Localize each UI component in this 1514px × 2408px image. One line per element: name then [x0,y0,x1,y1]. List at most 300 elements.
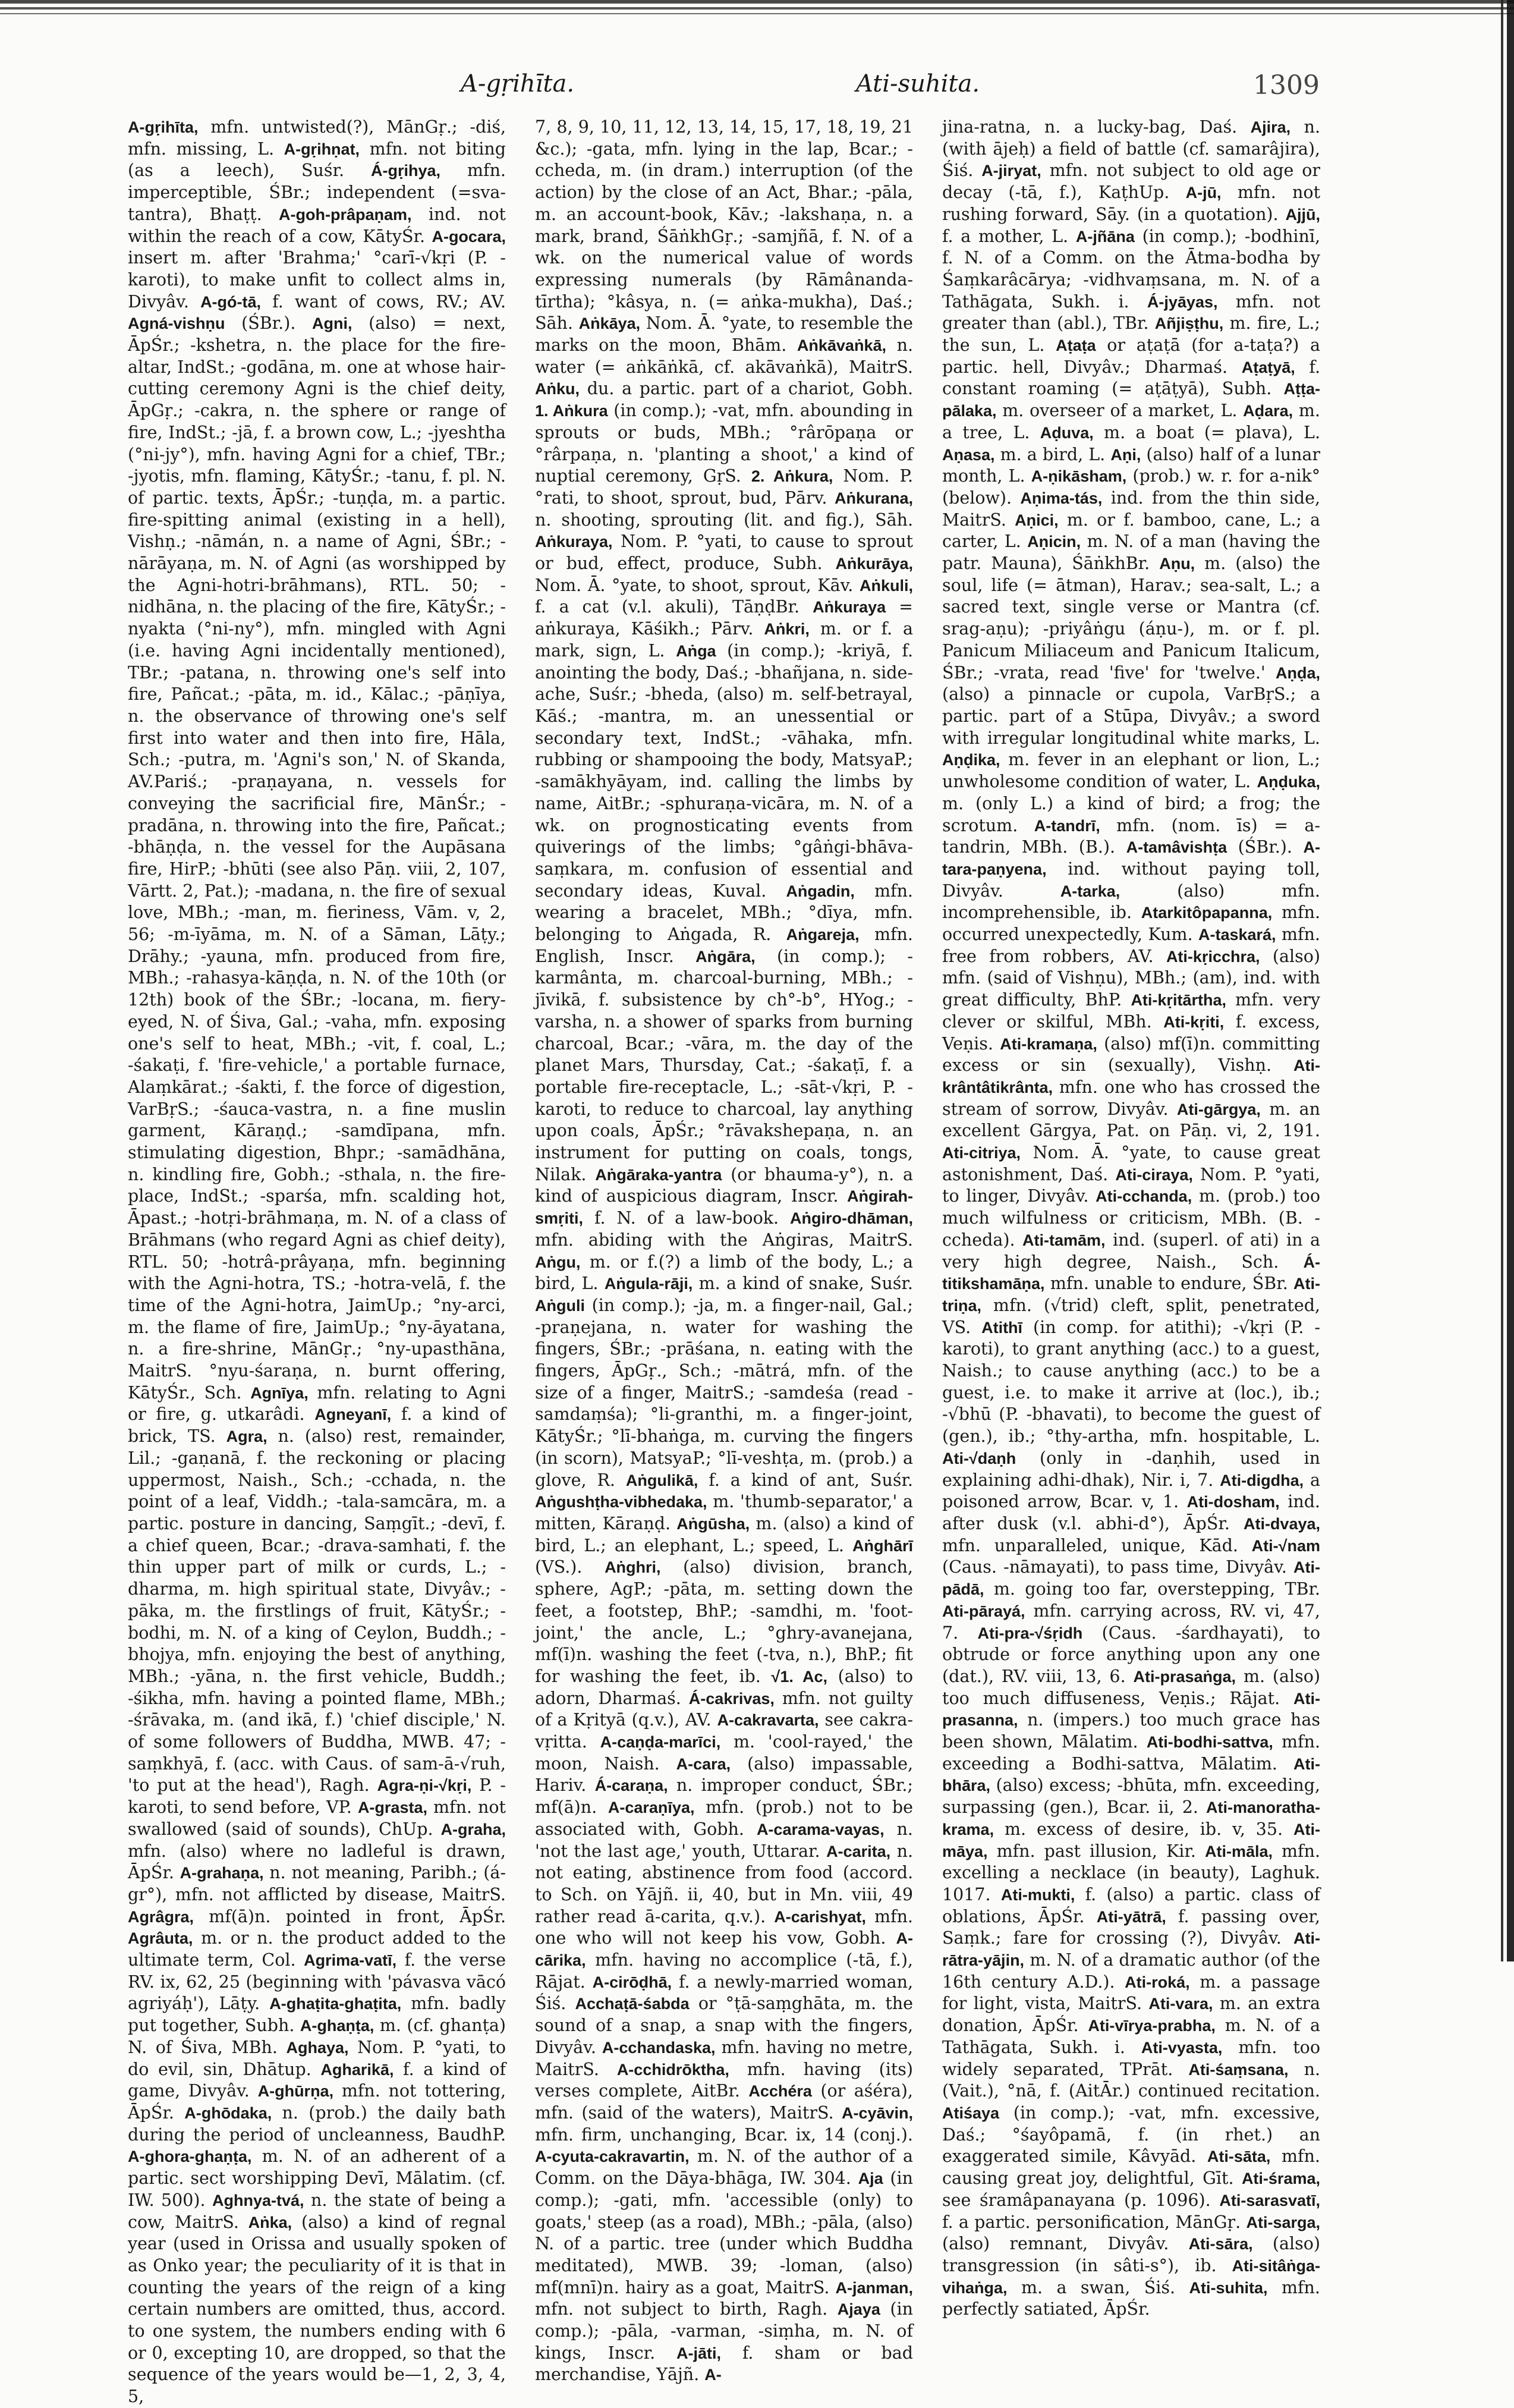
entry-headword: Ati-manoratha-krama, [942,1799,1321,1838]
entry-headword: Ati-sāra, [1188,2235,1253,2253]
entry-definition: = aṅkuraya, Kāśikh.; Pārv. [535,597,913,639]
column-text [535,117,913,2386]
entry-headword: Aṅgāraka-yantra [595,1165,722,1184]
entry-definition: see cakra-vṛitta. [535,1710,913,1752]
entry-definition: Nom. P. °yati, to do evil, sin, Dhātup. [128,2037,506,2079]
entry-definition: m. going too far, overstepping, TBr. [993,1579,1320,1599]
entry-headword: Aṇima-tás, [1020,489,1103,507]
entry-definition: (in comp.); -karmânta, m. charcoal-burning, MBh.; -jīvikā, f. subsistence by ch°-b°, HYog.; -varsha, n. a shower of sparks from burning charcoal, Bcar.; -vāra, m. the day of the planet Mars, Thursday, Cat.; -śakaṭī, f. a portable fire-receptacle, L.; -sāt-√kṛi, P. -karoti, to reduce to charcoal, lay anything upon coals, ĀpŚr.; °rāvakshepaṇa, n. an instrument for putting on coals, tongs, Nilak. [535,946,913,1184]
entry-definition: mfn. (prob.) not to be associated with, Gobh. [535,1797,914,1839]
entry-definition: n. (also) rest, remainder, Lil.; -gaṇanā, f. the reckoning or placing uppermost, Naish., Sch.; -cchada, n. the point of a leaf, Viddh.; -tala-samcāra, m. a partic. posture in dancing, Saṃgīt.; -devī, f. a chief queen, Bcar.; -drava-samhati, f. the thin upper part of milk or curds, L.; -dharma, m. high spiritual state, Divyâv.; -pāka, m. the firstlings of fruit, KātyŚr.; -bodhi, m. N. of a king of Ceylon, Buddh.; -bhojya, mfn. enjoying the best of anything, MBh.; -yāna, n. the first vehicle, Buddh.; -śikha, mfn. having a pointed flame, MBh.; -śrāvaka, m. (and ikā, f.) 'chief disciple,' N. of some followers of Buddha, MWB. 47; -saṃkhyā, f. (acc. with Caus. of sam-ā-√ruh, 'to put at the head'), Ragh. [128,1426,506,1796]
column-text [128,117,506,2408]
entry-definition: (also) remnant, Divyâv. [942,2234,1169,2254]
entry-headword: Aghaya, [286,2038,349,2057]
entry-headword: Ati-ciraya, [1115,1165,1193,1184]
entry-definition: mfn. past illusion, Kir. [996,1841,1196,1861]
entry-definition: mfn. very clever or skilful, MBh. [942,990,1320,1032]
entry-headword: Aṅguli [535,1296,585,1315]
entry-definition: m. or f. a mark, sign, L. [535,619,914,661]
entry-headword: Ati-kṛiti, [1163,1013,1225,1031]
entry-definition: m. (cf. ghanṭa) N. of Śiva, MBh. [128,2016,506,2057]
entry-definition: (prob.) w. r. for a-nik° (below). [942,466,1321,508]
entry-headword: Aghnya-tvá, [212,2191,304,2209]
entry-definition: mfn. (nom. īs) = a-tandrin, MBh. (B.). [942,815,1321,857]
entry-headword: Aṇḍa, [1275,664,1320,682]
entry-definition: m. a kind of snake, Suśr. [698,1274,913,1294]
page-header [128,70,1320,106]
entry-definition: f. the verse RV. ix, 62, 25 (beginning with 'pávasva vācó agriyáḥ'), Lāṭy. [128,1950,506,2014]
entry-headword: Agra-ṇi-√kṛi, [377,1777,472,1795]
entry-definition: jina-ratna, n. a lucky-bag, Daś. [942,117,1238,137]
entry-definition: mfn. unable to endure, ŚBr. [1050,1274,1288,1294]
entry-definition: m. N. of the author of a Comm. on the Dāya-bhāga, IW. 304. [535,2146,914,2189]
entry-definition: f. a partic. personification, MānGṛ. [942,2212,1241,2232]
entry-definition: m. or f.(?) a limb of the body, L.; a bird, L. [535,1252,914,1294]
entry-definition: (in comp.); -bodhinī, f. N. of a Comm. on the Ātma-bodha by Śaṃkarâcārya; -vidhvaṃsana, m. N. of a Tathāgata, Sukh. i. [942,226,1321,312]
entry-definition: mfn. having (its) verses complete, AitBr. [535,2059,914,2101]
entry-definition: f. a kind of game, Divyâv. [128,2059,506,2101]
entry-headword: Aṅku, [535,380,580,398]
entry-definition: m. 'thumb-separator,' a mitten, Kāraṇḍ. [535,1492,913,1533]
entry-headword: Á-titikshamāṇa, [942,1253,1320,1293]
page-number: 1309 [1253,70,1320,100]
entry-headword: Ati-sitâṅga-vihaṅga, [942,2256,1321,2297]
entry-headword: Aṅka, [248,2213,292,2231]
entry-headword: Ati-prasaṅga, [1133,1667,1236,1686]
entry-definition: Nom. Ā. °yate, to resemble the marks on the moon, Bhām. [535,313,914,356]
entry-definition: mfn. occurred unexpectedly, Kum. [942,903,1321,945]
entry-definition: m. an extra donation, ĀpŚr. [942,1994,1321,2036]
entry-headword: Ati-dosham, [1186,1493,1280,1511]
entry-headword: A-ghōdaka, [184,2104,272,2122]
entry-headword: Agharikā, [320,2060,394,2079]
entry-headword: Aṅgirah-smṛiti, [535,1187,913,1228]
entry-definition: f. want of cows, RV.; AV. [272,291,506,312]
entry-headword: A-carishyat, [774,1907,866,1926]
entry-headword: A-grahaṇa, [180,1864,264,1882]
entry-definition: Nom. P. °rati, to shoot, sprout, bud, Pārv. [535,466,914,508]
entry-definition: n. 'not the last age,' youth, Uttarar. [535,1819,913,1861]
entry-definition: m. excess of desire, ib. v, 35. [1004,1819,1283,1839]
entry-definition: mfn. having no accomplice (-tā, f.), Rājat. [535,1950,913,1992]
entry-headword: Acchaṭā-śabda [575,1995,690,2013]
entry-headword: A-grasta, [357,1799,427,1817]
entry-headword: A-cara, [676,1755,731,1773]
entry-definition: (also) = next, ĀpŚr.; -kshetra, n. the place for the fire-altar, IndSt.; -godāna, m. one at whose hair-cutting ceremony Agni is the chief deity, ĀpGṛ.; -cakra, n. the sphere or range of fire, IndSt.; -jā, f. a brown cow, L.; -jyeshtha (°ni-jy°), mfn. having Agni for a chief, TBr.; -jyotis, mfn. flaming, KātyŚr.; -tanu, f. pl. N. of partic. texts, ĀpŚr.; -tuṇḍa, m. a partic. fire-spitting animal (existing in a hell), Vishṇ.; -nāmán, n. a name of Agni, ŚBr.; -nārāyaṇa, m. N. of Agni (as worshipped by the Agni-hotri-brāhmans), RTL. 50; -nidhāna, n. the placing of the fire, KātyŚr.; -nyakta (°ni-ny°), mfn. mingled with Agni (i.e. having Agni incidentally mentioned), TBr.; -patana, n. throwing one's self into fire, Pañcat.; -pāta, m. id., Kālac.; -pāṇīya, n. the observance of throwing one's self first into water and then into fire, Hāla, Sch.; -putra, m. 'Agni's son,' N. of Skanda, AV.Pariś.; -praṇayana, n. vessels for conveying the sacrificial fire, MānŚr.; -pradāna, n. throwing into the fire, Pañcat.; -bhāṇḍa, n. the vessel for the Aupāsana fire, HirP.; -bhūti (see also Pāṇ. viii, 2, 107, Vārtt. 2, Pat.); -madana, n. the fire of sexual love, MBh.; -man, m. fieriness, Vām. v, 2, 56; -m-īyāma, m. N. of a Sāman, Lāṭy.; Drāhy.; -yauna, mfn. produced from fire, MBh.; -rahasya-kāṇḍa, n. N. of the 10th (or 12th) book of the ŚBr.; -locana, m. fiery-eyed, N. of Śiva, Gal.; -vaha, mfn. exposing one's self to heat, MBh.; -vit, f. coal, L.; -śakaṭi, f. 'fire-vehicle,' a portable furnace, Alaṃkārat.; -śakti, f. the force of digestion, VarBṛS.; -śauca-vastra, n. a fine muslin garment, Kāraṇḍ.; -samdīpana, mfn. stimulating digestion, Bhpr.; -samādhāna, n. kindling fire, Gobh.; -sthala, n. the fire-place, IndSt.; -sparśa, mfn. scalding hot, Āpast.; -hotṛi-brāhmaṇa, m. N. of a class of Brāhmans (who regard Agni as chief deity), RTL. 50; -hotrâ-prâyaṇa, mfn. beginning with the Agni-hotra, TS.; -hotra-velā, f. the time of the Agni-hotra, JaimUp.; °ny-arci, m. the flame of fire, JaimUp.; °ny-āyatana, n. a fire-shrine, MānGṛ.; °ny-upasthāna, MaitrS. °nyu-śaraṇa, n. burnt offering, KātyŚr., Sch. [128,313,506,1403]
entry-headword: Aṅgu, [535,1253,581,1271]
entry-headword: A-gṛihīta, [128,118,199,136]
entry-headword: A- [704,2366,722,2384]
entry-definition: m. or n. the product added to the ultimate term, Col. [128,1928,506,1970]
scan-edge-top [0,0,1514,20]
entry-definition: m. or f. bamboo, cane, L.; a carter, L. [942,510,1321,552]
entry-definition: n. not eating, abstinence from food (accord. to Sch. on Yājñ. ii, 40, but in Mn. viii, 49 rather read ā-carita, q.v.). [535,1841,914,1926]
entry-headword: A-ghaṭita-ghaṭita, [269,1995,402,2013]
entry-headword: Ati-pra-√śṛidh [977,1624,1083,1642]
entry-definition: mfn. not biting (as a leech), Suśr. [128,139,506,181]
entry-headword: Ati-śaṃsana, [1188,2060,1289,2079]
entry-definition: or aṭaṭā (for a-taṭa?) a partic. hell, Divyâv.; Dharmaś. [942,335,1321,377]
entry-headword: Ati-māya, [942,1820,1321,1860]
entry-definition: (ŚBr.). [241,313,296,334]
entry-headword: Ati-vara, [1148,1995,1213,2013]
entry-definition: f. constant roaming (= aṭāṭyā), Subh. [942,357,1320,399]
entry-headword: Agra, [226,1428,267,1446]
entry-definition: (also) to adorn, Dharmaś. [535,1666,914,1708]
entry-definition: f. a mother, L. [942,226,1069,246]
entry-headword: Ati-vīrya-prabha, [1088,2017,1216,2035]
entry-headword: Ati-kṛicchra, [1166,947,1260,966]
entry-definition: m. (also) the soul, life (= ātman), Harav.; sea-salt, L.; a sacred text, single verse or Mantra (cf. srag-aṇu); -priyâṅgu (áṇu-), m. or f. pl. Panicum Miliaceum and Panicum Italicum, ŚBr.; -vrata, read 'five' for 'twelve.' [942,554,1320,683]
entry-definition: m. a swan, Śiś. [1021,2277,1176,2297]
entry-headword: Agnīya, [250,1384,309,1402]
entry-headword: Acchéra [748,2082,812,2101]
entry-headword: Ati-sarasvatī, [1219,2191,1321,2209]
entry-headword: Ati-bodhi-sattva, [1146,1733,1273,1752]
entry-headword: Agrâgra, [128,1907,194,1926]
entry-headword: A-cchidrōktha, [616,2060,729,2079]
entry-headword: Á-cakrivas, [688,1689,775,1708]
entry-headword: Ati-pārayá, [942,1602,1025,1620]
entry-headword: √1. Ac, [771,1667,827,1686]
entry-definition: mfn. causing great joy, delightful, Gīt. [942,2146,1320,2189]
entry-definition: f. sham or bad merchandise, Yājñ. [535,2343,914,2385]
entry-headword: 2. Aṅkura, [751,467,833,486]
entry-headword: Ati-krântâtikrânta, [942,1057,1320,1096]
entry-definition: mfn. unparalleled, unique, Kād. [942,1535,1238,1555]
entry-definition: (in comp.); -vat, mfn. abounding in sprouts or buds, MBh.; °rârōpaṇa or °rârpaṇa, n. 'planting a shoot,' a kind of nuptial ceremony, GṛS. [535,401,914,486]
entry-headword: Aṅkurana, [834,489,914,507]
entry-headword: Aṅgūsha, [676,1515,750,1533]
entry-definition: 7, 8, 9, 10, 11, 12, 13, 14, 15, 17, 18, 19, 21 &c.); -gata, mfn. lying in the lap, Bcar.; -ccheda, m. (in dram.) interruption (of the action) by the close of an Act, Bhar.; -pāla, m. an account-book, Kāv.; -lakshaṇa, n. a mark, brand, ŚāṅkhGṛ.; -samjñā, f. N. of a wk. on the numerical value of words expressing numerals (by Rāmânanda-tīrtha); °kâsya, n. (= aṅka-mukha), Daś.; Sāh. [535,117,913,334]
entry-definition: Nom. P. °yati, to cause to sprout or bud, effect, produce, Subh. [535,532,914,574]
entry-definition: (in comp.); -pāla, -varman, -siṃha, m. N. of kings, Inscr. [535,2299,913,2363]
entry-definition: mfn. firm, unchanging, Bcar. ix, 14 (conj.). [535,2124,913,2145]
entry-definition: mfn. having no metre, MaitrS. [535,2037,913,2079]
entry-headword: Aṅgiro-dhāman, [790,1209,914,1228]
entry-definition: f. a kind of ant, Suśr. [709,1470,913,1490]
entry-definition: see śramâpanayana (p. 1096). [942,2190,1211,2210]
entry-headword: A-ṇikāsham, [1031,467,1127,486]
entry-definition: f. a kind of brick, TS. [128,1404,506,1447]
entry-headword: A-carita, [826,1842,891,1860]
entry-headword: Aṅgula-rāji, [604,1275,693,1293]
entry-headword: Agrima-vatī, [304,1951,397,1970]
entry-definition: (also) mfn. incomprehensible, ib. [942,881,1320,923]
entry-headword: Atithī [981,1318,1023,1337]
entry-definition: mf(ā)n. pointed in front, ĀpŚr. [209,1906,506,1926]
entry-definition: f. a cat (v.l. akuli), TāṇḍBr. [535,597,800,617]
entry-definition: mfn. carrying across, RV. vi, 47, 7. [942,1601,1320,1643]
entry-headword: A-jiryat, [981,162,1041,180]
entry-definition: n. (Vait.), °nā, f. (AitĀr.) continued recitation. [942,2059,1321,2101]
entry-definition: (in comp.); -kriyā, f. anointing the body, Daś.; -bhañjana, n. side-ache, Suśr.; -bheda, (also) m. self-betrayal, Kāś.; -mantra, m. an unessential or secondary text, IndSt.; -vāhaka, mfn. rubbing or shampooing the body, MatsyaP.; -samākhyāyam, ind. calling the limbs by name, AitBr.; -sphuraṇa-vicāra, m. N. of a wk. on prognosticating events from quiverings of the limbs; °gâṅgi-bhāva-saṃkara, m. confusion of essential and secondary ideas, Kuval. [535,640,914,901]
entry-headword: Ati-pādā, [942,1558,1321,1599]
entry-definition: f. passing over, Saṃk.; fare for crossing (?), Divyâv. [942,1906,1320,1948]
entry-headword: A-cyāvin, [841,2104,914,2122]
entry-headword: A-gocara, [432,227,506,246]
entry-definition: P. -karoti, to send before, VP. [128,1775,506,1818]
entry-definition: (in comp.); -ja, m. a finger-nail, Gal.; -praṇejana, n. water for washing the fingers, ŚBr.; -prāśana, n. eating with the fingers, ĀpGṛ., Sch.; -mātrá, mfn. of the size of a finger, MaitrS.; -samdeśa (read -samdaṃśa); °li-granthi, m. a finger-joint, KātyŚr.; °lī-bhaṅga, m. curving the fingers (in scorn), MatsyaP.; °lī-veshṭa, m. (prob.) a glove, R. [535,1295,914,1490]
entry-headword: Aṅkurāya, [835,555,913,573]
entry-headword: Aḍuva, [1040,423,1094,442]
entry-definition: mfn. free from robbers, AV. [942,925,1320,966]
entry-headword: Aṭaṭa [1056,337,1096,355]
entry-headword: Ati-tamām, [1022,1231,1106,1249]
entry-headword: A-ghūrṇa, [257,2082,334,2101]
entry-headword: A-ghora-ghaṇṭa, [128,2148,252,2166]
entry-definition: mfn. untwisted(?), MānGṛ.; -diś, mfn. missing, L. [128,117,506,159]
entry-headword: Aṇicin, [1027,533,1081,551]
entry-headword: Ajjū, [1285,205,1320,224]
entry-definition: (ŚBr.). [1238,837,1292,857]
entry-definition: (also) impassable, Hariv. [535,1753,914,1796]
dictionary-column-2 [535,117,914,2385]
entry-headword: A-caṇḍa-marīci, [600,1733,721,1752]
entry-headword: A-tarka, [1060,882,1120,900]
entry-headword: Ati-cchanda, [1096,1187,1192,1206]
entry-definition: n. improper conduct, ŚBr.; mf(ā)n. [535,1775,913,1818]
entry-headword: A-tamâvishṭa [1126,838,1227,857]
entry-definition: (also) division, branch, sphere, AgP.; -pāta, m. setting down the feet, a footstep, BhP.; -samdhi, m. 'foot-joint,' the ancle, L.; °ghry-avanejana, mf(ī)n. washing the feet (-tva, n.), BhP.; fit for washing the feet, ib. [535,1557,913,1686]
entry-headword: Ati-prasanna, [942,1689,1320,1730]
entry-headword: Ati-√nam [1251,1536,1320,1555]
entry-headword: Agneyanī, [314,1406,392,1424]
entry-definition: mfn. abiding with the Aṅgiras, MaitrS. [535,1230,913,1250]
entry-definition: n. shooting, sprouting (lit. and fig.), Sāh. [535,510,913,530]
entry-definition: (in comp.); -vat, mfn. excessive, Daś.; °śayôpamā, f. (in rhet.) an exaggerated simile, Kâvyād. [942,2102,1320,2167]
entry-headword: Aṅkri, [764,620,810,639]
entry-headword: Ati-citriya, [942,1144,1021,1162]
entry-headword: Atarkitôpapanna, [1141,904,1273,922]
entry-definition: (Caus. -nāmayati), to pass time, Divyâv. [942,1557,1287,1577]
entry-definition: mfn. excelling a necklace (in beauty), Laghuk. 1017. [942,1841,1321,1904]
entry-definition: mfn. (√trid) cleft, split, penetrated, VS. [942,1295,1320,1337]
entry-definition: mfn. not subject to birth, Ragh. [535,2299,828,2319]
entry-definition: (in comp.); -gati, mfn. 'accessible (only) to goats,' steep (as a road), MBh.; -pāla, (also) N. of a partic. tree (under which Buddha meditated), MWB. 39; -loman, (also) mf(mnī)n. hairy as a goat, MaitrS. [535,2168,913,2297]
entry-headword: Aṅga [676,642,716,660]
entry-headword: A-gṛihṇat, [284,140,360,158]
entry-headword: Ati-kramaṇa, [1000,1035,1097,1053]
entry-headword: A-carama-vayas, [756,1820,885,1838]
entry-definition: Nom. Ā. °yate, to shoot, sprout, Kāv. [535,575,854,595]
entry-definition: mfn. not guilty of a Kṛityā (q.v.), AV. [535,1688,913,1730]
entry-headword: Aṅkāvaṅkā, [797,337,886,355]
entry-headword: Ati-rātra-yājin, [942,1929,1321,1970]
entry-headword: Aṅgareja, [786,926,860,944]
entry-headword: Aṇḍika, [942,751,1000,769]
entry-headword: Aṅkuraya [813,598,886,617]
entry-definition: (or bhauma-y°), n. a kind of auspicious diagram, Inscr. [535,1164,913,1206]
entry-headword: Agná-vishṇu [128,315,225,333]
entry-headword: Aṭṭa-pālaka, [942,380,1320,420]
entry-headword: Aṅgadin, [786,882,855,900]
entry-headword: Á-gṛihya, [371,162,441,180]
entry-headword: Ati-vyasta, [1141,2038,1223,2057]
entry-headword: Ati-yātrā, [1096,1907,1166,1926]
entry-headword: Á-jyāyas, [1147,293,1218,311]
entry-headword: Aṅkuraya, [535,533,613,551]
entry-headword: Aṅgushṭha-vibhedaka, [535,1493,707,1511]
entry-headword: A-cirōḍhā, [592,1973,672,1991]
entry-definition: f. a newly-married woman, Śiś. [535,1972,914,2014]
left-running-head: A-gṛihīta. [461,70,575,98]
entry-definition: f. (also) a partic. class of oblations, ĀpŚr. [942,1884,1321,1926]
entry-definition: m. N. of a dramatic author (of the 16th century A.D.). [942,1950,1321,1992]
entry-definition: ind. after dusk (v.l. abhi-d°), ĀpŚr. [942,1492,1320,1533]
entry-headword: Ati-sarga, [1246,2213,1321,2231]
entry-definition: (or aśéra), mfn. (said of the waters), MaitrS. [535,2081,913,2123]
entry-definition: m. a boat (= plava), L. [1104,422,1321,442]
entry-definition: mfn. exceeding a Bodhi-sattva, Mālatim. [942,1732,1321,1774]
entry-headword: Atiśaya [942,2104,1000,2122]
entry-headword: A-goh-prâpaṇam, [279,205,412,224]
entry-headword: Ati-digdha, [1220,1471,1304,1489]
entry-definition: mfn. one who will not keep his vow, Gobh. [535,1906,913,1948]
entry-headword: Ati-gārgya, [1176,1100,1261,1118]
entry-definition: mfn. one who has crossed the stream of sorrow, Divyâv. [942,1077,1321,1119]
entry-headword: A-graha, [440,1820,506,1838]
entry-definition: a poisoned arrow, Bcar. v, 1. [942,1470,1321,1512]
entry-definition: ind. not within the reach of a cow, KātyŚr. [128,204,506,246]
entry-definition: ind. (superl. of ati) in a very high degree, Naish., Sch. [942,1230,1320,1272]
entry-headword: Aṅghri, [605,1558,661,1577]
entry-definition: m. N. of a man (having the patr. Mauna), ŚāṅkhBr. [942,532,1321,574]
entry-headword: Agrâuta, [128,1929,193,1948]
entry-definition: m. 'cool-rayed,' the moon, Naish. [535,1732,914,1774]
entry-definition: m. N. of a Tathāgata, Sukh. i. [942,2016,1320,2057]
entry-headword: A-taskará, [1198,926,1276,944]
entry-definition: mfn. not rushing forward, Sāy. (in a quotation). [942,183,1321,224]
entry-headword: Añjiṣṭhu, [1154,315,1224,333]
entry-definition: (also) a kind of regnal year (used in Orissa and usually spoken of as Onko year; the peculiarity of it is that in counting the years of the reign of a king certain numbers are omitted, thus, accord. to one system, the numbers ending with 6 or 0, excepting 10, are dropped, so that the sequence of the years would be—1, 2, 3, 4, 5, [128,2212,506,2407]
entry-definition: mfn. not subject to old age or decay (-tā, f.), KaṭhUp. [942,161,1321,203]
entry-headword: Aḍara, [1243,402,1293,420]
entry-definition: mfn. wearing a bracelet, MBh.; °dīya, mfn. belonging to Aṅgada, R. [535,881,913,945]
entry-definition: (also) transgression (in sâti-s°), ib. [942,2234,1321,2275]
entry-headword: A-gó-tā, [200,293,262,311]
entry-headword: Aṅkāya, [578,315,641,333]
entry-definition: n. water (= aṅkāṅkā, cf. akāvaṅkā), MaitrS. [535,335,914,377]
entry-headword: Á-caraṇa, [594,1777,668,1795]
entry-headword: Aja [858,2170,883,2188]
entry-definition: m. a passage for light, vista, MaitrS. [942,1972,1320,2014]
entry-headword: A-tara-paṇyena, [942,838,1320,878]
entry-headword: Aṇi, [1110,445,1141,464]
entry-definition: (also) excess; -bhūta, mfn. exceeding, surpassing (gen.), Bcar. ii, 2. [942,1775,1320,1818]
entry-definition: (in comp. for atithi); -√kṛi (P. -karoti), to grant anything (acc.) to a guest, Naish.; to cause anything (acc.) to be a guest, i.e. to make it arrive at (loc.), ib.; -√bhū (P. -bhavati), to become the guest of (gen.), ib.; °thy-artha, mfn. hospitable, L. [942,1317,1321,1447]
entry-headword: Aṅkuli, [859,576,913,595]
entry-definition: n. (impers.) too much grace has been shown, Mālatim. [942,1710,1320,1752]
entry-headword: Aṇici, [1015,511,1059,529]
entry-headword: A-janman, [835,2278,914,2297]
entry-headword: Aṭaṭyā, [1241,358,1295,376]
dictionary-column-3 [942,117,1321,2319]
entry-definition: (VS.). [535,1557,583,1577]
entry-headword: Ati-dvaya, [1243,1515,1320,1533]
entry-definition: m. N. of an adherent of a partic. sect worshipping Devī, Mālatim. (cf. IW. 500). [128,2146,506,2210]
entry-headword: Ati-kṛitārtha, [1131,991,1226,1010]
entry-headword: A-cakravarta, [717,1711,819,1730]
entry-headword: Ati-mukti, [1000,1885,1075,1904]
entry-definition: Nom. P. °yati, to linger, Divyâv. [942,1164,1320,1206]
entry-definition: mfn. perfectly satiated, ĀpŚr. [942,2277,1320,2319]
entry-definition: mfn. relating to Agni or fire, g. utkarâdi. [128,1382,506,1425]
entry-definition: m. (also) too much diffuseness, Veṇis.; Rājat. [942,1666,1321,1708]
scan-edge-right [1494,0,1514,1961]
entry-definition: f. excess, Veṇis. [942,1011,1321,1054]
entry-definition: or °ṭā-saṃghāta, m. the sound of a snap, a snap with the fingers, Divyâv. [535,1994,914,2057]
dictionary-column-1 [128,117,506,2407]
entry-headword: Ati-√daṇh [942,1449,1016,1467]
entry-headword: A-jāti, [676,2344,722,2362]
entry-definition: insert m. after 'Brahma;' °carī-√kṛi (P. -karoti), to make unfit to collect alms in, Divyâv. [128,248,506,312]
entry-headword: Ati-suhita, [1189,2278,1268,2297]
entry-definition: n. (prob.) the daily bath during the period of uncleanness, BaudhP. [128,2102,506,2145]
entry-definition: mfn. not greater than (abl.), TBr. [942,291,1320,334]
entry-definition: m. a bird, L. [1000,444,1106,464]
entry-headword: Aṅgulikā, [625,1471,698,1489]
entry-headword: Ati-triṇa, [942,1275,1321,1315]
entry-definition: (also) half of a lunar month, L. [942,444,1321,486]
entry-definition: ind. from the thin side, MaitrS. [942,488,1320,530]
entry-definition: n. (with ājeḥ) a field of battle (cf. samarâjira), Śiś. [942,117,1321,181]
entry-headword: Aṇḍuka, [1257,773,1320,791]
entry-definition: (also) mf(ī)n. committing excess or sin (sexually), Vishṇ. [942,1033,1320,1076]
entry-headword: A-ghaṇṭa, [300,2017,374,2035]
entry-headword: Ati-roká, [1125,1973,1190,1991]
entry-definition: mfn. English, Inscr. [535,925,913,966]
entry-headword: Aṅghārī [852,1536,913,1555]
right-running-head: Ati-suhita. [856,70,980,98]
entry-definition: (Caus. -śardhayati), to obtrude or force anything upon any one (dat.), RV. viii, 13, 6. [942,1623,1321,1686]
entry-headword: A-jū, [1185,184,1222,202]
entry-definition: mfn. (also) where no ladleful is drawn, ĀpŚr. [128,1841,506,1883]
entry-definition: m. an excellent Gārgya, Pat. on Pāṇ. vi, 2, 191. [942,1099,1321,1141]
entry-headword: A-caraṇīya, [608,1799,695,1817]
entry-headword: Aṇu, [1159,555,1195,573]
entry-headword: Aṇasa, [942,445,995,464]
entry-definition: f. N. of a law-book. [594,1208,779,1228]
entry-definition: Nom. Ā. °yate, to cause great astonishment, Daś. [942,1143,1320,1184]
entry-definition: mfn. not swallowed (said of sounds), ChUp. [128,1797,506,1839]
entry-headword: A-cārika, [535,1929,913,1970]
entry-definition: mfn. imperceptible, ŚBr.; independent (=sva-tantra), Bhaṭṭ. [128,161,506,224]
entry-definition: m. a tree, L. [942,401,1320,442]
entry-definition: mfn. too widely separated, TPrāt. [942,2037,1320,2079]
entry-headword: A-tandrī, [1034,816,1100,835]
entry-headword: Agni, [312,315,352,333]
entry-headword: A-cyuta-cakravartin, [535,2148,690,2166]
entry-definition: mfn. not tottering, ĀpŚr. [128,2081,506,2123]
entry-definition: ind. without paying toll, Divyâv. [942,859,1321,901]
entry-definition: n. the state of being a cow, MaitrS. [128,2190,506,2232]
entry-headword: 1. Aṅkura [535,402,608,420]
entry-headword: A-jñāna [1075,227,1135,246]
entry-headword: Ajaya [837,2300,880,2319]
entry-definition: (also) a pinnacle or cupola, VarBṛS.; a partic. part of a Stūpa, Divyâv.; a sword with irregular longitudinal white marks, L. [942,684,1320,748]
entry-headword: Ati-māla, [1204,1842,1273,1860]
entry-definition: m. (only L.) a kind of bird; a frog; the scrotum. [942,793,1320,835]
entry-definition: (also) mfn. (said of Vishṇu), MBh.; (am), ind. with great difficulty, BhP. [942,946,1320,1010]
entry-headword: A-cchandaska, [602,2038,716,2057]
entry-definition: m. fire, L.; the sun, L. [942,313,1321,356]
entry-headword: Ati-sāta, [1207,2148,1271,2166]
entry-definition: m. fever in an elephant or lion, L.; unwholesome condition of water, L. [942,750,1321,792]
entry-headword: Aṅgāra, [695,947,756,966]
entry-headword: Ati-bhāra, [942,1755,1320,1795]
entry-headword: Ati-śrama, [1241,2170,1320,2188]
